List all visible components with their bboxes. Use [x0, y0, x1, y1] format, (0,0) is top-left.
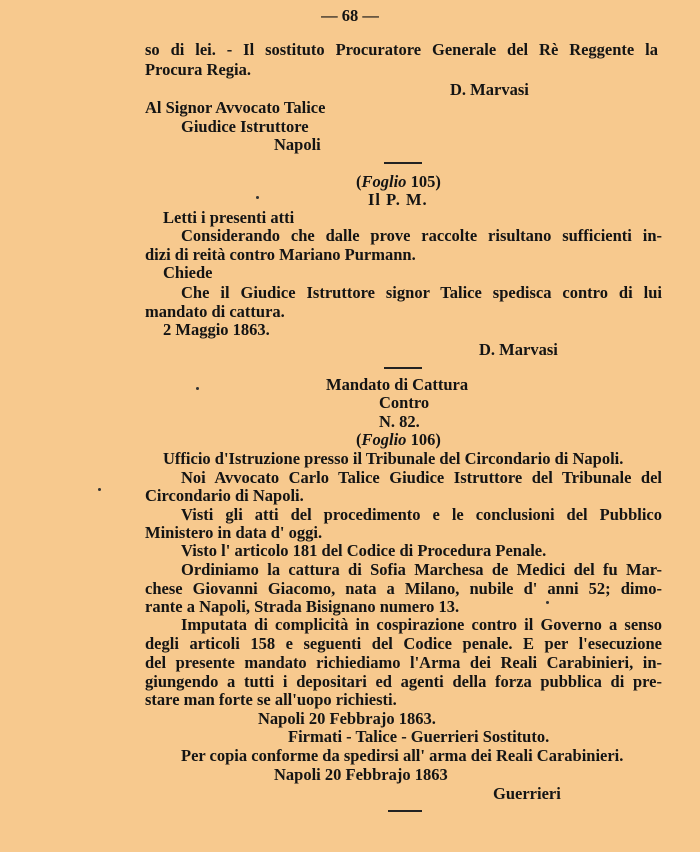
- text-line: Visto l' articolo 181 del Codice di Procedura Penale.: [181, 541, 547, 560]
- print-speck: [256, 196, 259, 199]
- text-line: Letti i presenti atti: [163, 208, 295, 227]
- mandate-number: N. 82.: [379, 412, 420, 431]
- address-line: Al Signor Avvocato Talice: [145, 98, 326, 117]
- text-line: Ministero in data d' oggi.: [145, 523, 323, 542]
- text-line: so di lei. - Il sostituto Procuratore Generale del Rè Reggente la: [145, 40, 658, 59]
- office-line: Ufficio d'Istruzione presso il Tribunale del Circondario di Napoli.: [163, 449, 624, 468]
- text-line: Contro: [379, 393, 430, 412]
- text-line: Imputata di complicità in cospirazione contro il Governo a senso: [181, 615, 662, 634]
- address-line: Giudice Istruttore: [181, 117, 309, 136]
- signature: D. Marvasi: [479, 340, 558, 359]
- text-line: stare man forte se all'uopo richiesti.: [145, 690, 397, 709]
- date-line: Napoli 20 Febbrajo 1863: [274, 765, 448, 784]
- text-line: Per copia conforme da spedirsi all' arma dei Reali Carabinieri.: [181, 746, 624, 765]
- text-line: giungendo a tutti i depositari ed agenti della forza pubblica di pre-: [145, 672, 662, 691]
- text-line: Che il Giudice Istruttore signor Talice spedisca contro di lui: [181, 283, 662, 302]
- date-line: Napoli 20 Febbrajo 1863.: [258, 709, 436, 728]
- foglio-number: 105: [410, 172, 436, 191]
- text-line: Chiede: [163, 263, 213, 282]
- text-line: Noi Avvocato Carlo Talice Giudice Istruttore del Tribunale del: [181, 468, 662, 487]
- text-line: Considerando che dalle prove raccolte risultano sufficienti in-: [181, 226, 662, 245]
- page-number: — 68 —: [321, 6, 379, 25]
- signature: Guerrieri: [493, 784, 561, 803]
- address-line: Napoli: [274, 135, 321, 154]
- text-line: rante a Napoli, Strada Bisignano numero 13.: [145, 597, 460, 616]
- text-line: del presente mandato richiediamo l'Arma dei Reali Carabinieri, in-: [145, 653, 662, 672]
- section-divider: [384, 162, 422, 164]
- text-line: Visti gli atti del procedimento e le conclusioni del Pubblico: [181, 505, 662, 524]
- text-line: Procura Regia.: [145, 60, 252, 79]
- foglio-reference: (Foglio 106): [356, 430, 441, 449]
- print-speck: [546, 601, 549, 604]
- signatories-line: Firmati - Talice - Guerrieri Sostituto.: [288, 727, 550, 746]
- text-line: degli articoli 158 e seguenti del Codice penale. E per l'esecuzione: [145, 634, 662, 653]
- text-line: Circondario di Napoli.: [145, 486, 304, 505]
- section-heading: Il P. M.: [368, 190, 428, 209]
- text-line: dizi di reità contro Mariano Purmann.: [145, 245, 416, 264]
- section-title: Mandato di Cattura: [326, 375, 469, 394]
- date-line: 2 Maggio 1863.: [163, 320, 270, 339]
- foglio-label: Foglio: [361, 172, 407, 191]
- foglio-reference: (Foglio 105): [356, 172, 441, 191]
- text-line: chese Giovanni Giacomo, nata a Milano, nubile d' anni 52; dimo-: [145, 579, 662, 598]
- foglio-label: Foglio: [361, 430, 407, 449]
- signature: D. Marvasi: [450, 80, 529, 99]
- foglio-number: 106: [410, 430, 436, 449]
- text-line: mandato di cattura.: [145, 302, 285, 321]
- text-line: Ordiniamo la cattura di Sofia Marchesa de Medici del fu Mar-: [181, 560, 662, 579]
- print-speck: [196, 387, 199, 390]
- section-divider: [384, 367, 422, 369]
- section-divider: [388, 810, 422, 812]
- print-speck: [98, 488, 101, 491]
